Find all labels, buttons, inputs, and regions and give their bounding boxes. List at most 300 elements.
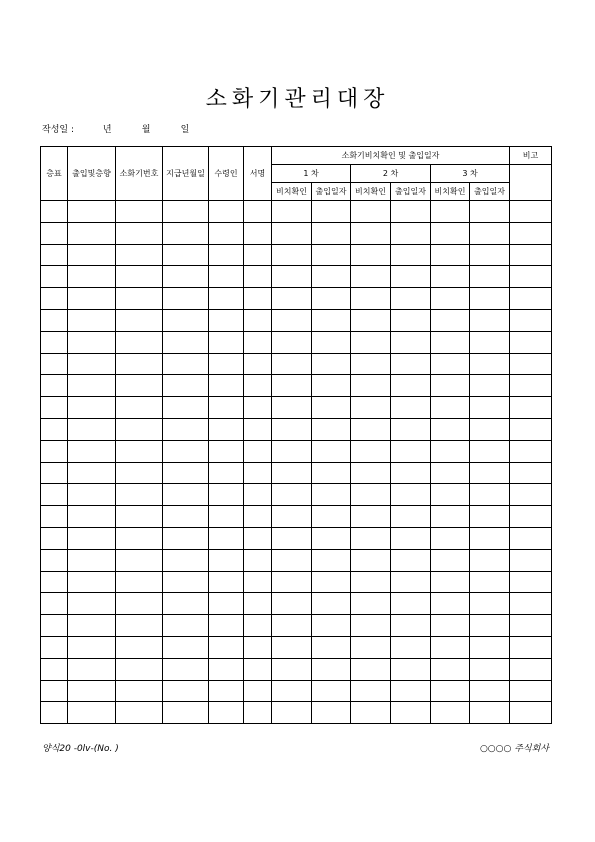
table-cell[interactable] (244, 397, 272, 419)
table-cell[interactable] (351, 331, 391, 353)
table-cell[interactable] (431, 484, 470, 506)
table-cell[interactable] (209, 702, 244, 724)
table-cell[interactable] (431, 222, 470, 244)
table-cell[interactable] (116, 615, 163, 637)
table-cell[interactable] (244, 549, 272, 571)
table-cell[interactable] (470, 593, 510, 615)
table-cell[interactable] (209, 440, 244, 462)
table-cell[interactable] (272, 440, 312, 462)
table-cell[interactable] (431, 702, 470, 724)
table-cell[interactable] (244, 418, 272, 440)
table-cell[interactable] (116, 353, 163, 375)
table-cell[interactable] (470, 222, 510, 244)
table-cell[interactable] (510, 680, 552, 702)
table-cell[interactable] (41, 702, 68, 724)
table-cell[interactable] (209, 375, 244, 397)
table-cell[interactable] (510, 484, 552, 506)
table-cell[interactable] (351, 527, 391, 549)
table-cell[interactable] (391, 375, 431, 397)
table-cell[interactable] (391, 506, 431, 528)
table-cell[interactable] (510, 506, 552, 528)
table-cell[interactable] (312, 636, 351, 658)
table-cell[interactable] (68, 244, 116, 266)
table-cell[interactable] (163, 440, 209, 462)
table-cell[interactable] (272, 309, 312, 331)
table-cell[interactable] (312, 201, 351, 223)
table-cell[interactable] (431, 353, 470, 375)
table-cell[interactable] (391, 658, 431, 680)
table-cell[interactable] (41, 244, 68, 266)
table-cell[interactable] (510, 309, 552, 331)
table-cell[interactable] (391, 440, 431, 462)
table-cell[interactable] (41, 615, 68, 637)
table-cell[interactable] (116, 309, 163, 331)
table-cell[interactable] (68, 418, 116, 440)
table-cell[interactable] (351, 353, 391, 375)
table-cell[interactable] (312, 702, 351, 724)
table-cell[interactable] (116, 375, 163, 397)
table-cell[interactable] (41, 375, 68, 397)
table-cell[interactable] (272, 484, 312, 506)
table-cell[interactable] (312, 593, 351, 615)
table-cell[interactable] (209, 288, 244, 310)
table-cell[interactable] (351, 658, 391, 680)
table-cell[interactable] (470, 636, 510, 658)
table-cell[interactable] (391, 331, 431, 353)
table-cell[interactable] (272, 375, 312, 397)
table-cell[interactable] (41, 418, 68, 440)
table-cell[interactable] (391, 462, 431, 484)
table-cell[interactable] (272, 615, 312, 637)
table-cell[interactable] (510, 222, 552, 244)
table-cell[interactable] (272, 571, 312, 593)
table-cell[interactable] (209, 527, 244, 549)
table-cell[interactable] (510, 462, 552, 484)
table-cell[interactable] (209, 484, 244, 506)
table-cell[interactable] (209, 201, 244, 223)
table-cell[interactable] (163, 397, 209, 419)
table-cell[interactable] (116, 266, 163, 288)
table-cell[interactable] (272, 418, 312, 440)
table-cell[interactable] (510, 418, 552, 440)
table-cell[interactable] (470, 375, 510, 397)
table-cell[interactable] (470, 527, 510, 549)
table-cell[interactable] (116, 331, 163, 353)
table-cell[interactable] (470, 244, 510, 266)
table-cell[interactable] (116, 244, 163, 266)
table-cell[interactable] (272, 506, 312, 528)
table-cell[interactable] (351, 615, 391, 637)
table-cell[interactable] (209, 353, 244, 375)
table-cell[interactable] (470, 353, 510, 375)
table-cell[interactable] (272, 702, 312, 724)
table-cell[interactable] (244, 201, 272, 223)
table-cell[interactable] (244, 702, 272, 724)
table-cell[interactable] (41, 636, 68, 658)
table-cell[interactable] (431, 266, 470, 288)
table-cell[interactable] (116, 222, 163, 244)
table-cell[interactable] (510, 244, 552, 266)
table-cell[interactable] (272, 593, 312, 615)
table-cell[interactable] (351, 222, 391, 244)
table-cell[interactable] (312, 440, 351, 462)
table-cell[interactable] (351, 375, 391, 397)
table-cell[interactable] (312, 527, 351, 549)
table-cell[interactable] (244, 353, 272, 375)
table-cell[interactable] (244, 462, 272, 484)
table-cell[interactable] (116, 418, 163, 440)
table-cell[interactable] (68, 201, 116, 223)
table-cell[interactable] (312, 615, 351, 637)
table-cell[interactable] (470, 658, 510, 680)
table-cell[interactable] (312, 549, 351, 571)
table-cell[interactable] (163, 484, 209, 506)
table-cell[interactable] (351, 680, 391, 702)
table-cell[interactable] (244, 506, 272, 528)
table-cell[interactable] (312, 309, 351, 331)
table-cell[interactable] (41, 462, 68, 484)
table-cell[interactable] (510, 331, 552, 353)
table-cell[interactable] (431, 593, 470, 615)
table-cell[interactable] (163, 375, 209, 397)
table-cell[interactable] (116, 658, 163, 680)
table-cell[interactable] (391, 636, 431, 658)
table-cell[interactable] (41, 353, 68, 375)
table-cell[interactable] (272, 397, 312, 419)
table-cell[interactable] (209, 331, 244, 353)
table-cell[interactable] (510, 702, 552, 724)
table-cell[interactable] (163, 527, 209, 549)
table-cell[interactable] (244, 288, 272, 310)
table-cell[interactable] (209, 658, 244, 680)
table-cell[interactable] (431, 440, 470, 462)
table-cell[interactable] (272, 636, 312, 658)
table-cell[interactable] (116, 680, 163, 702)
table-cell[interactable] (116, 440, 163, 462)
table-cell[interactable] (163, 593, 209, 615)
table-cell[interactable] (431, 201, 470, 223)
table-cell[interactable] (510, 375, 552, 397)
table-cell[interactable] (68, 484, 116, 506)
table-cell[interactable] (312, 418, 351, 440)
table-cell[interactable] (510, 527, 552, 549)
table-cell[interactable] (391, 397, 431, 419)
table-cell[interactable] (312, 680, 351, 702)
table-cell[interactable] (209, 266, 244, 288)
table-cell[interactable] (244, 571, 272, 593)
table-cell[interactable] (244, 331, 272, 353)
table-cell[interactable] (41, 484, 68, 506)
table-cell[interactable] (68, 462, 116, 484)
table-cell[interactable] (312, 331, 351, 353)
table-cell[interactable] (351, 244, 391, 266)
table-cell[interactable] (244, 222, 272, 244)
table-cell[interactable] (470, 331, 510, 353)
table-cell[interactable] (68, 527, 116, 549)
table-cell[interactable] (41, 658, 68, 680)
table-cell[interactable] (272, 680, 312, 702)
table-cell[interactable] (272, 288, 312, 310)
table-cell[interactable] (470, 440, 510, 462)
table-cell[interactable] (391, 244, 431, 266)
table-cell[interactable] (470, 266, 510, 288)
table-cell[interactable] (163, 658, 209, 680)
table-cell[interactable] (312, 375, 351, 397)
table-cell[interactable] (41, 549, 68, 571)
table-cell[interactable] (41, 440, 68, 462)
table-cell[interactable] (244, 527, 272, 549)
table-cell[interactable] (68, 636, 116, 658)
table-cell[interactable] (163, 266, 209, 288)
table-cell[interactable] (68, 702, 116, 724)
table-cell[interactable] (116, 527, 163, 549)
table-cell[interactable] (163, 571, 209, 593)
table-cell[interactable] (68, 266, 116, 288)
table-cell[interactable] (116, 288, 163, 310)
table-cell[interactable] (116, 462, 163, 484)
table-cell[interactable] (209, 397, 244, 419)
table-cell[interactable] (312, 462, 351, 484)
table-cell[interactable] (470, 615, 510, 637)
table-cell[interactable] (163, 549, 209, 571)
table-cell[interactable] (163, 331, 209, 353)
table-cell[interactable] (41, 593, 68, 615)
table-cell[interactable] (244, 615, 272, 637)
table-cell[interactable] (391, 201, 431, 223)
table-cell[interactable] (116, 571, 163, 593)
table-cell[interactable] (163, 506, 209, 528)
table-cell[interactable] (351, 462, 391, 484)
table-cell[interactable] (431, 418, 470, 440)
table-cell[interactable] (209, 680, 244, 702)
table-cell[interactable] (351, 593, 391, 615)
table-cell[interactable] (510, 353, 552, 375)
table-cell[interactable] (209, 222, 244, 244)
table-cell[interactable] (209, 593, 244, 615)
table-cell[interactable] (391, 615, 431, 637)
table-cell[interactable] (351, 201, 391, 223)
table-cell[interactable] (209, 549, 244, 571)
table-cell[interactable] (41, 266, 68, 288)
table-cell[interactable] (431, 680, 470, 702)
table-cell[interactable] (244, 375, 272, 397)
table-cell[interactable] (510, 201, 552, 223)
table-cell[interactable] (68, 288, 116, 310)
table-cell[interactable] (41, 506, 68, 528)
table-cell[interactable] (431, 658, 470, 680)
table-cell[interactable] (272, 222, 312, 244)
table-cell[interactable] (68, 331, 116, 353)
table-cell[interactable] (244, 244, 272, 266)
table-cell[interactable] (116, 484, 163, 506)
table-cell[interactable] (351, 484, 391, 506)
table-cell[interactable] (391, 702, 431, 724)
table-cell[interactable] (163, 309, 209, 331)
table-cell[interactable] (41, 222, 68, 244)
table-cell[interactable] (312, 484, 351, 506)
table-cell[interactable] (272, 266, 312, 288)
table-cell[interactable] (163, 462, 209, 484)
table-cell[interactable] (244, 266, 272, 288)
table-cell[interactable] (510, 636, 552, 658)
table-cell[interactable] (431, 549, 470, 571)
table-cell[interactable] (470, 462, 510, 484)
table-cell[interactable] (116, 702, 163, 724)
table-cell[interactable] (351, 549, 391, 571)
table-cell[interactable] (163, 702, 209, 724)
table-cell[interactable] (244, 309, 272, 331)
table-cell[interactable] (431, 375, 470, 397)
table-cell[interactable] (391, 353, 431, 375)
table-cell[interactable] (244, 484, 272, 506)
table-cell[interactable] (391, 484, 431, 506)
table-cell[interactable] (312, 571, 351, 593)
table-cell[interactable] (351, 397, 391, 419)
table-cell[interactable] (68, 309, 116, 331)
table-cell[interactable] (272, 549, 312, 571)
table-cell[interactable] (272, 201, 312, 223)
table-cell[interactable] (510, 397, 552, 419)
table-cell[interactable] (510, 266, 552, 288)
table-cell[interactable] (116, 636, 163, 658)
table-cell[interactable] (244, 658, 272, 680)
table-cell[interactable] (209, 636, 244, 658)
table-cell[interactable] (68, 658, 116, 680)
table-cell[interactable] (470, 201, 510, 223)
table-cell[interactable] (470, 397, 510, 419)
table-cell[interactable] (244, 440, 272, 462)
table-cell[interactable] (116, 506, 163, 528)
table-cell[interactable] (163, 615, 209, 637)
table-cell[interactable] (510, 549, 552, 571)
table-cell[interactable] (351, 702, 391, 724)
table-cell[interactable] (391, 222, 431, 244)
table-cell[interactable] (163, 418, 209, 440)
table-cell[interactable] (209, 244, 244, 266)
table-cell[interactable] (431, 244, 470, 266)
table-cell[interactable] (351, 571, 391, 593)
table-cell[interactable] (470, 549, 510, 571)
table-cell[interactable] (431, 331, 470, 353)
table-cell[interactable] (41, 331, 68, 353)
table-cell[interactable] (470, 702, 510, 724)
table-cell[interactable] (510, 658, 552, 680)
table-cell[interactable] (209, 418, 244, 440)
table-cell[interactable] (68, 222, 116, 244)
table-cell[interactable] (163, 222, 209, 244)
table-cell[interactable] (431, 462, 470, 484)
table-cell[interactable] (41, 680, 68, 702)
table-cell[interactable] (431, 288, 470, 310)
table-cell[interactable] (312, 222, 351, 244)
table-cell[interactable] (312, 266, 351, 288)
table-cell[interactable] (41, 527, 68, 549)
table-cell[interactable] (68, 680, 116, 702)
table-cell[interactable] (272, 331, 312, 353)
table-cell[interactable] (391, 527, 431, 549)
table-cell[interactable] (209, 571, 244, 593)
table-cell[interactable] (312, 244, 351, 266)
table-cell[interactable] (209, 615, 244, 637)
table-cell[interactable] (163, 201, 209, 223)
table-cell[interactable] (244, 636, 272, 658)
table-cell[interactable] (163, 636, 209, 658)
table-cell[interactable] (351, 266, 391, 288)
table-cell[interactable] (391, 288, 431, 310)
table-cell[interactable] (431, 506, 470, 528)
table-cell[interactable] (391, 680, 431, 702)
table-cell[interactable] (391, 593, 431, 615)
table-cell[interactable] (41, 571, 68, 593)
table-cell[interactable] (470, 484, 510, 506)
table-cell[interactable] (312, 397, 351, 419)
table-cell[interactable] (68, 571, 116, 593)
table-cell[interactable] (163, 353, 209, 375)
table-cell[interactable] (68, 549, 116, 571)
table-cell[interactable] (351, 636, 391, 658)
table-cell[interactable] (431, 527, 470, 549)
table-cell[interactable] (68, 440, 116, 462)
table-cell[interactable] (351, 506, 391, 528)
table-cell[interactable] (68, 353, 116, 375)
table-cell[interactable] (116, 593, 163, 615)
table-cell[interactable] (272, 462, 312, 484)
table-cell[interactable] (312, 506, 351, 528)
table-cell[interactable] (431, 636, 470, 658)
table-cell[interactable] (68, 593, 116, 615)
table-cell[interactable] (41, 309, 68, 331)
table-cell[interactable] (163, 244, 209, 266)
table-cell[interactable] (244, 593, 272, 615)
table-cell[interactable] (312, 288, 351, 310)
table-cell[interactable] (41, 201, 68, 223)
table-cell[interactable] (470, 418, 510, 440)
table-cell[interactable] (68, 397, 116, 419)
table-cell[interactable] (312, 658, 351, 680)
table-cell[interactable] (351, 309, 391, 331)
table-cell[interactable] (163, 288, 209, 310)
table-cell[interactable] (116, 201, 163, 223)
table-cell[interactable] (391, 309, 431, 331)
table-cell[interactable] (68, 506, 116, 528)
table-cell[interactable] (209, 462, 244, 484)
table-cell[interactable] (116, 549, 163, 571)
table-cell[interactable] (391, 549, 431, 571)
table-cell[interactable] (470, 506, 510, 528)
table-cell[interactable] (351, 288, 391, 310)
table-cell[interactable] (272, 658, 312, 680)
table-cell[interactable] (163, 680, 209, 702)
table-cell[interactable] (41, 288, 68, 310)
table-cell[interactable] (272, 244, 312, 266)
table-cell[interactable] (431, 397, 470, 419)
table-cell[interactable] (470, 571, 510, 593)
table-cell[interactable] (470, 309, 510, 331)
table-cell[interactable] (510, 615, 552, 637)
table-cell[interactable] (470, 680, 510, 702)
table-cell[interactable] (431, 571, 470, 593)
table-cell[interactable] (510, 288, 552, 310)
table-cell[interactable] (272, 353, 312, 375)
table-cell[interactable] (116, 397, 163, 419)
table-cell[interactable] (351, 440, 391, 462)
table-cell[interactable] (391, 266, 431, 288)
table-cell[interactable] (351, 418, 391, 440)
table-cell[interactable] (470, 288, 510, 310)
table-cell[interactable] (510, 440, 552, 462)
table-cell[interactable] (209, 506, 244, 528)
table-cell[interactable] (391, 571, 431, 593)
